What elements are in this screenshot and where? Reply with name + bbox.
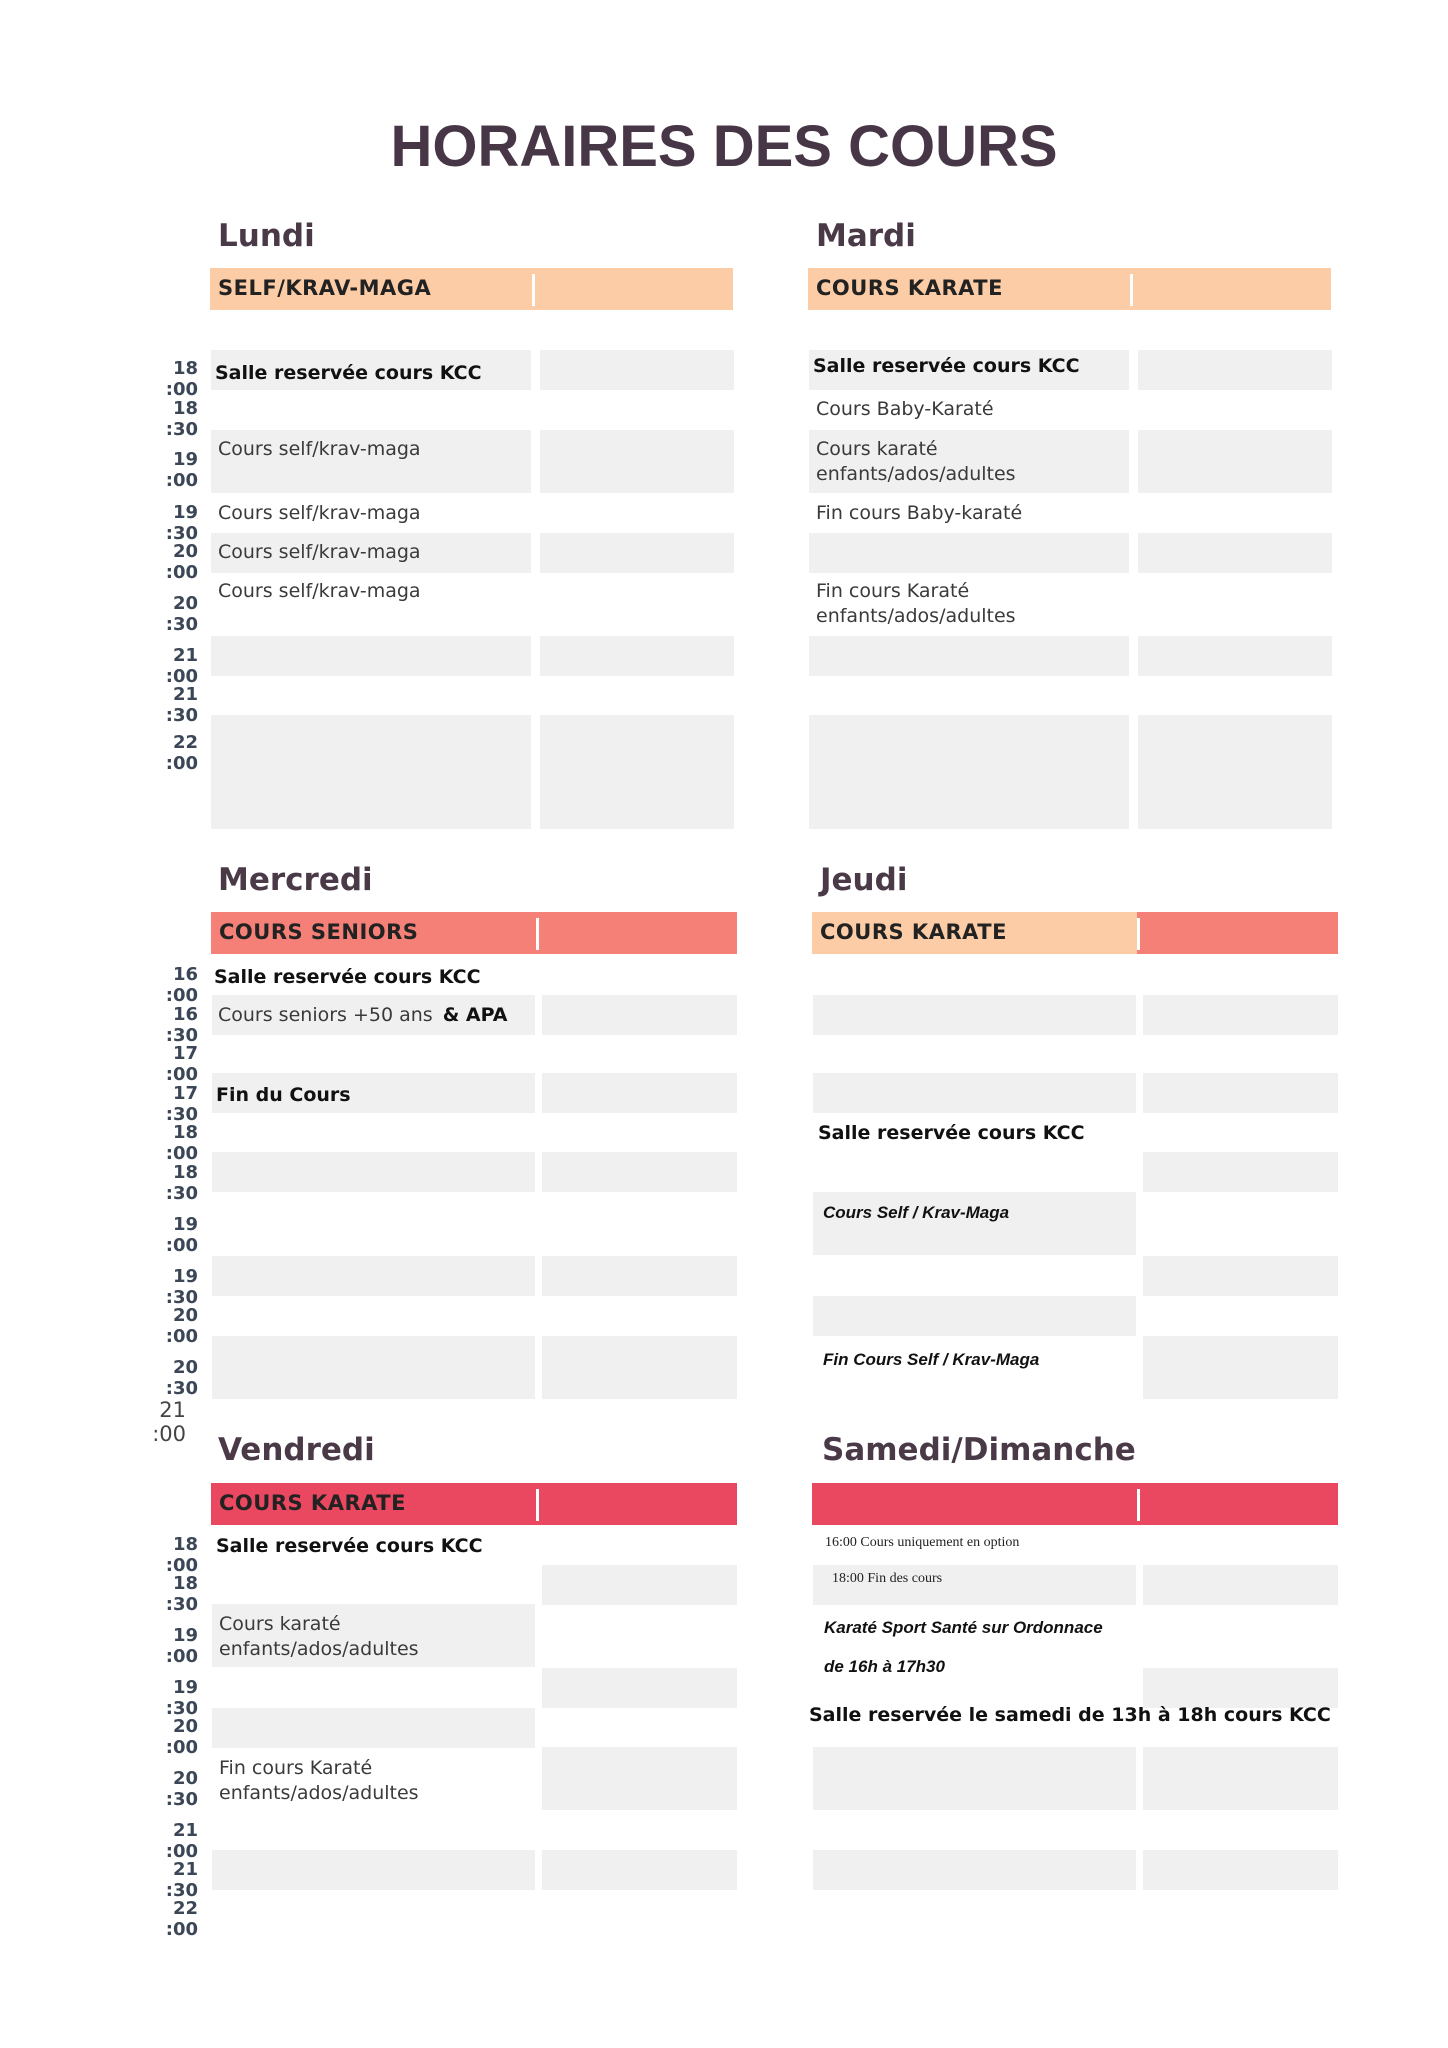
header-label: COURS SENIORS [219, 920, 419, 944]
schedule-entry: Fin cours Karaté [219, 1757, 373, 1779]
table-cell [1143, 1336, 1338, 1399]
time-label: 20 :30 [165, 1768, 198, 1810]
header-vendredi [211, 1483, 737, 1525]
schedule-entry: Fin du Cours [216, 1084, 351, 1106]
table-cell [1143, 1668, 1338, 1708]
header-lundi [210, 268, 733, 310]
table-cell [211, 715, 531, 829]
table-cell [809, 636, 1129, 676]
header-jeudi [812, 912, 1338, 954]
table-cell [212, 1336, 535, 1399]
time-label: 20 :00 [165, 1305, 198, 1347]
schedule-entry: Salle reservée cours KCC [214, 966, 481, 988]
time-label: 18 :30 [165, 1162, 198, 1204]
schedule-entry [218, 1003, 508, 1028]
table-cell [540, 430, 734, 493]
header-divider [1130, 274, 1133, 306]
schedule-entry: enfants/ados/adultes [816, 463, 1016, 485]
table-cell [1138, 715, 1332, 829]
day-title-vendredi: Vendredi [218, 1432, 375, 1468]
schedule-entry: Cours self/krav-maga [218, 438, 421, 460]
time-label: 21 :00 [152, 1398, 186, 1446]
header-label: SELF/KRAV-MAGA [218, 276, 432, 300]
day-title-samedi: Samedi/Dimanche [822, 1432, 1136, 1468]
day-title-lundi: Lundi [218, 218, 315, 254]
schedule-entry-bold: & APA [442, 1004, 508, 1026]
header-divider [536, 918, 539, 950]
schedule-entry: Salle reservée cours KCC [215, 362, 482, 384]
time-label: 19 :00 [165, 1214, 198, 1256]
time-label: 22 :00 [165, 732, 198, 774]
table-cell [542, 1565, 737, 1605]
table-cell [542, 1256, 737, 1296]
schedule-entry: enfants/ados/adultes [219, 1638, 419, 1660]
time-label: 16 :00 [165, 964, 198, 1006]
table-cell [212, 1708, 535, 1748]
schedule-note: 18:00 Fin des cours [832, 1571, 943, 1586]
table-cell [813, 1850, 1136, 1890]
schedule-entry: enfants/ados/adultes [816, 605, 1016, 627]
header-label: COURS KARATE [219, 1491, 406, 1515]
table-cell [542, 1747, 737, 1810]
table-cell [1143, 1565, 1338, 1605]
time-label: 18 :30 [165, 1573, 198, 1615]
schedule-entry: Cours self/krav-maga [218, 580, 421, 602]
header-divider [1137, 1489, 1140, 1521]
time-label: 18 :00 [165, 1534, 198, 1576]
table-cell [813, 1747, 1136, 1810]
table-cell [540, 350, 734, 390]
schedule-note: 16:00 Cours uniquement en option [825, 1535, 1020, 1550]
table-cell [809, 533, 1129, 573]
time-label: 20 :00 [165, 541, 198, 583]
page-title: HORAIRES DES COURS [390, 114, 1058, 179]
header-divider [532, 274, 535, 306]
schedule-entry: Fin Cours Self / Krav-Maga [823, 1350, 1040, 1369]
time-label: 21 :00 [165, 645, 198, 687]
schedule-entry: Cours self/krav-maga [218, 541, 421, 563]
table-cell [542, 1152, 737, 1192]
schedule-entry: Salle reservée le samedi de 13h à 18h cours KCC [809, 1704, 1331, 1726]
time-label: 19 :30 [165, 1266, 198, 1308]
schedule-entry: Cours self/krav-maga [218, 502, 421, 524]
table-cell [1143, 1073, 1338, 1113]
schedule-entry: Karaté Sport Santé sur Ordonnace [824, 1618, 1103, 1637]
table-cell [542, 1668, 737, 1708]
time-label: 20 :30 [165, 593, 198, 635]
table-cell [1143, 995, 1338, 1035]
table-cell [212, 1152, 535, 1192]
time-label: 18 :00 [165, 1122, 198, 1164]
schedule-entry: enfants/ados/adultes [219, 1782, 419, 1804]
table-cell [1143, 1850, 1338, 1890]
day-title-jeudi: Jeudi [820, 862, 908, 898]
table-cell [809, 715, 1129, 829]
table-cell [212, 1256, 535, 1296]
table-cell [542, 1850, 737, 1890]
table-cell [540, 636, 734, 676]
schedule-entry: Cours Self / Krav-Maga [823, 1203, 1010, 1222]
schedule-entry: Salle reservée cours KCC [813, 355, 1080, 377]
table-cell [212, 1850, 535, 1890]
header-mercredi [211, 912, 737, 954]
table-cell [540, 533, 734, 573]
time-label: 21 :30 [165, 1859, 198, 1901]
schedule-entry: Fin cours Baby-karaté [816, 502, 1023, 524]
header-mardi [808, 268, 1331, 310]
time-label: 21 :30 [165, 684, 198, 726]
header-divider [1137, 918, 1140, 950]
table-cell [1138, 636, 1332, 676]
table-cell [542, 1336, 737, 1399]
day-title-mercredi: Mercredi [218, 862, 373, 898]
table-cell [542, 1073, 737, 1113]
schedule-entry: Salle reservée cours KCC [216, 1535, 483, 1557]
time-label: 20 :30 [165, 1357, 198, 1399]
table-cell [813, 1073, 1136, 1113]
schedule-entry: Cours karaté [816, 438, 938, 460]
table-cell [1143, 1747, 1338, 1810]
time-label: 16 :30 [165, 1004, 198, 1046]
table-cell [813, 1296, 1136, 1336]
schedule-entry: Fin cours Karaté [816, 580, 970, 602]
table-cell [540, 715, 734, 829]
schedule-entry-text: Cours seniors +50 ans [218, 1004, 433, 1026]
header-label: COURS KARATE [820, 920, 1007, 944]
time-label: 19 :30 [165, 502, 198, 544]
schedule-entry: Salle reservée cours KCC [818, 1122, 1085, 1144]
table-cell [1138, 430, 1332, 493]
table-cell [1143, 1152, 1338, 1192]
time-label: 19 :00 [165, 1625, 198, 1667]
table-cell [813, 1192, 1136, 1255]
time-label: 17 :30 [165, 1083, 198, 1125]
schedule-entry: Cours Baby-Karaté [816, 398, 994, 420]
table-cell [1138, 350, 1332, 390]
schedule-entry: Cours karaté [219, 1613, 341, 1635]
time-label: 19 :00 [165, 449, 198, 491]
table-cell [1138, 533, 1332, 573]
time-label: 18 :30 [165, 398, 198, 440]
table-cell [813, 995, 1136, 1035]
time-label: 21 :00 [165, 1820, 198, 1862]
time-label: 19 :30 [165, 1677, 198, 1719]
time-label: 22 :00 [165, 1898, 198, 1940]
table-cell [211, 636, 531, 676]
schedule-entry: de 16h à 17h30 [824, 1657, 945, 1676]
time-label: 17 :00 [165, 1043, 198, 1085]
header-divider [536, 1489, 539, 1521]
header-label: COURS KARATE [816, 276, 1003, 300]
day-title-mardi: Mardi [816, 218, 916, 254]
table-cell [1143, 1256, 1338, 1296]
header-samedi [812, 1483, 1338, 1525]
time-label: 20 :00 [165, 1716, 198, 1758]
time-label: 18 :00 [165, 358, 198, 400]
table-cell [542, 995, 737, 1035]
